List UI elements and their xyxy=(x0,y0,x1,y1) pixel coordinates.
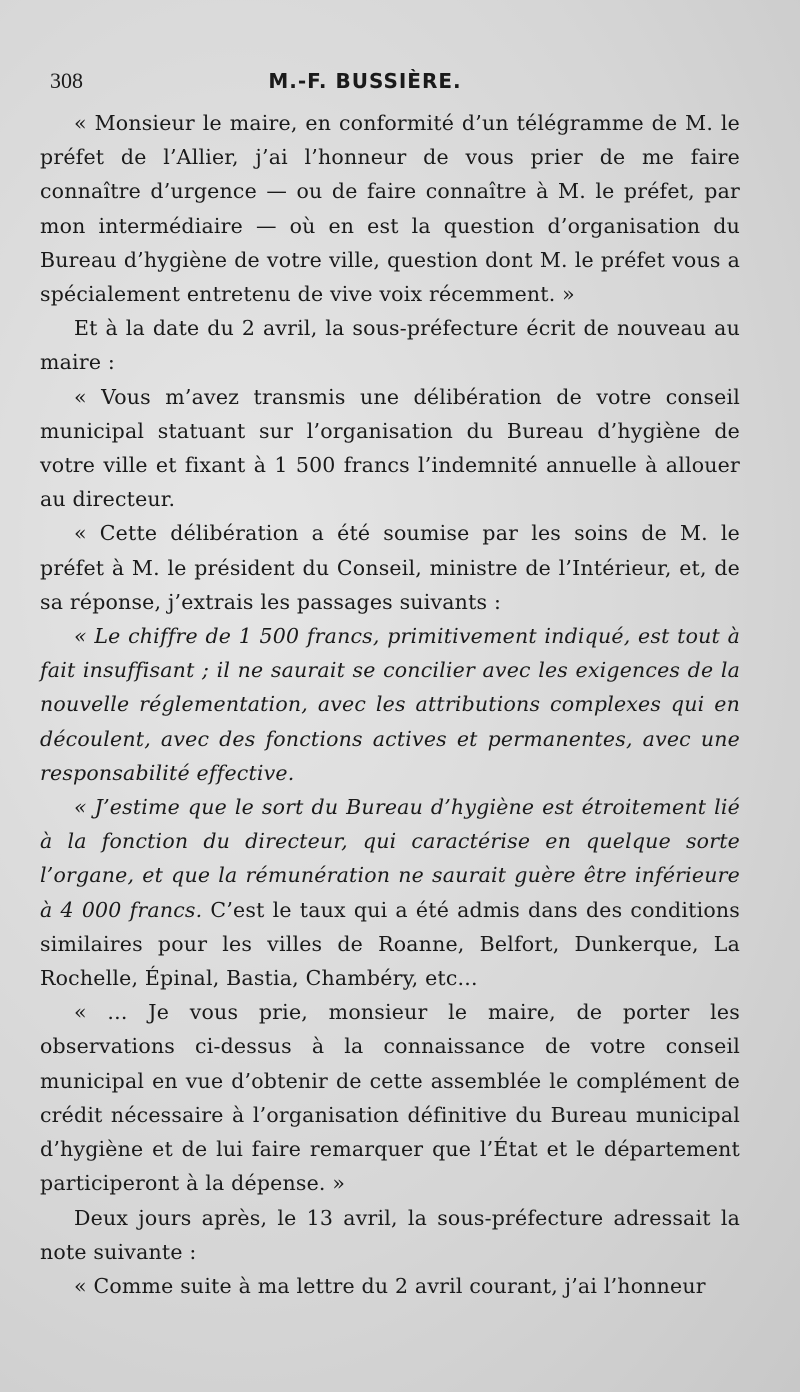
paragraph-followup: « Comme suite à ma lettre du 2 avril courant, j’ai l’honneur xyxy=(74,1273,706,1298)
paragraph-quote-estimate xyxy=(40,790,740,995)
paragraph-telegram: « Monsieur le maire, en conformité d’un télégramme de M. le préfet de l’Allier, j’ai l’honneur de vous prier de me faire connaître d’urgence — ou de faire connaître à M. le préfet, par mon intermédiaire — où en est la question d’organisation du Bureau d’hygiène de votre ville, question dont M. le préfet vous a spécialement entretenu de vive voix récemment. » xyxy=(40,111,740,307)
paragraph-april-13: Deux jours après, le 13 avril, la sous-préfecture adressait la note suivante : xyxy=(40,1205,740,1264)
book-page xyxy=(40,68,740,1303)
paragraph-request: « ... Je vous prie, monsieur le maire, de porter les observations ci-dessus à la connaissance de votre conseil municipal en vue d’obtenir de cette assemblée le complément de crédit nécessaire à l’organisation définitive du Bureau municipal d’hygiène et de lui faire remarquer que l’État et le département participeront à la dépense. » xyxy=(40,1000,740,1196)
running-title: M.-F. BUSSIÈRE. xyxy=(268,69,462,93)
quote-estimate-roman: C’est le taux qui a été admis dans des conditions similaires pour les villes de Roanne, Belfort, Dunkerque, La Rochelle, Épinal, Bastia, Chambéry, etc... xyxy=(40,897,740,991)
paragraph-deliberation: « Vous m’avez transmis une délibération de votre conseil municipal statuant sur l’organisation du Bureau d’hygiène de votre ville et fixant à 1 500 francs l’indemnité annuelle à allouer au directeur. xyxy=(40,384,740,512)
page-header xyxy=(40,68,740,106)
paragraph-submitted: « Cette délibération a été soumise par les soins de M. le préfet à M. le président du Conseil, ministre de l’Intérieur, et, de sa réponse, j’extrais les passages suivants : xyxy=(40,521,740,614)
quote-estimate-italic: « J’estime que le sort du Bureau d’hygiène est étroitement lié à la fonction du directeur, qui caractérise en quelque sorte l’organe, et que la rémunération ne saurait guère être inférieure à 4 000 francs. xyxy=(40,795,740,922)
paragraph-quote-insufficient: « Le chiffre de 1 500 francs, primitivement indiqué, est tout à fait insuffisant ; il ne saurait se concilier avec les exigences de la nouvelle réglementation, avec les attributions complexes qui en découlent, avec des fonctions actives et permanentes, avec une responsabilité effective. xyxy=(40,624,740,785)
paragraph-april-2: Et à la date du 2 avril, la sous-préfecture écrit de nouveau au maire : xyxy=(40,316,740,375)
page-number: 308 xyxy=(50,68,83,93)
